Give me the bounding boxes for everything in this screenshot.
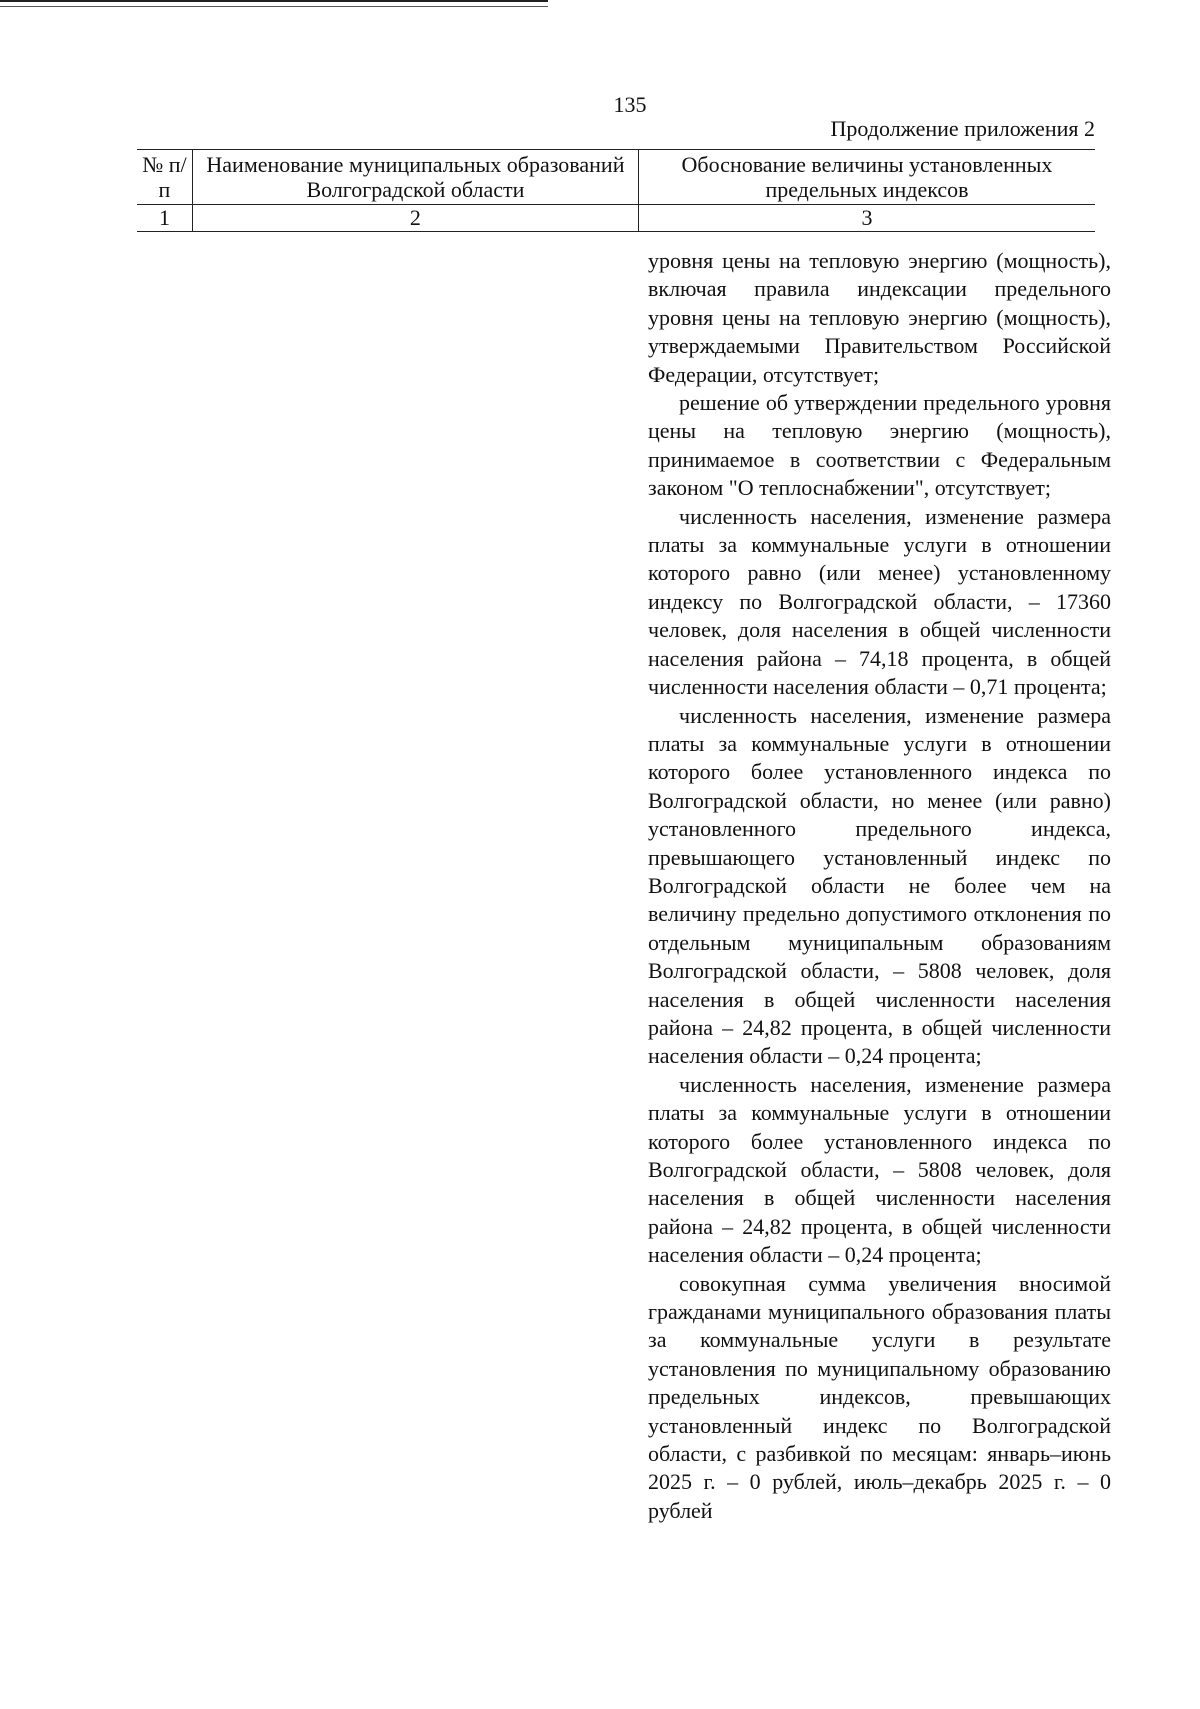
header-col-number: № п/п — [137, 150, 192, 205]
column-number-2: 2 — [192, 205, 638, 232]
paragraph-6: совокупная сумма увеличения вносимой гражданами муниципального образования платы за коммунальные услуги в результате установления по муниципальному образованию предельных индексов, превышающих установленный индекс по Волгоградской области, с разбивкой по месяцам: январь–июнь 2025 г. – 0 рублей, июль–декабрь 2025 г. – 0 рублей — [648, 1270, 1111, 1523]
page-number: 135 — [613, 92, 647, 117]
column-number-1: 1 — [137, 205, 192, 232]
paragraph-3: численность населения, изменение размера платы за коммунальные услуги в отношении которого равно (или менее) установленному индексу по Волгоградской области, – 17360 человек, доля населения в общей численности населения района – 74,18 процента, в общей численности населения области – 0,71 процента; — [648, 503, 1111, 700]
continuation-note: Продолжение приложения 2 — [830, 116, 1095, 141]
paragraph-4: численность населения, изменение размера платы за коммунальные услуги в отношении которого более установленного индекса по Волгоградской области, но менее (или равно) установленного предельного индекса, превышающего установленный индекс по Волгоградской области не более чем на величину предельно допустимого отклонения по отдельным муниципальным образованиям Волгоградской области, – 5808 человек, доля населения в общей численности населения района – 24,82 процента, в общей численности населения области – 0,24 процента; — [648, 702, 1111, 1069]
column-number-3: 3 — [638, 205, 1095, 232]
paragraph-2: решение об утверждении предельного уровня цены на тепловую энергию (мощность), принимаемое в соответствии с Федеральным законом "О теплоснабжении", отсутствует; — [648, 390, 1111, 501]
top-rule — [0, 0, 548, 7]
justification-text — [648, 247, 1111, 1525]
table-number-row — [137, 205, 1095, 232]
paragraph-5: численность населения, изменение размера платы за коммунальные услуги в отношении которого более установленного индекса по Волгоградской области, – 5808 человек, доля населения в общей численности населения района – 24,82 процента, в общей численности населения области – 0,24 процента; — [648, 1071, 1111, 1268]
header-col-municipality: Наименование муниципальных образований Волгоградской области — [192, 150, 638, 205]
paragraph-1: уровня цены на тепловую энергию (мощность), включая правила индексации предельного уровня цены на тепловую энергию (мощность), утверждаемыми Правительством Российской Федерации, отсутствует; — [648, 248, 1111, 387]
header-table — [137, 149, 1095, 232]
table-header-row — [137, 150, 1095, 205]
header-col-justification: Обоснование величины установленных предельных индексов — [638, 150, 1095, 205]
